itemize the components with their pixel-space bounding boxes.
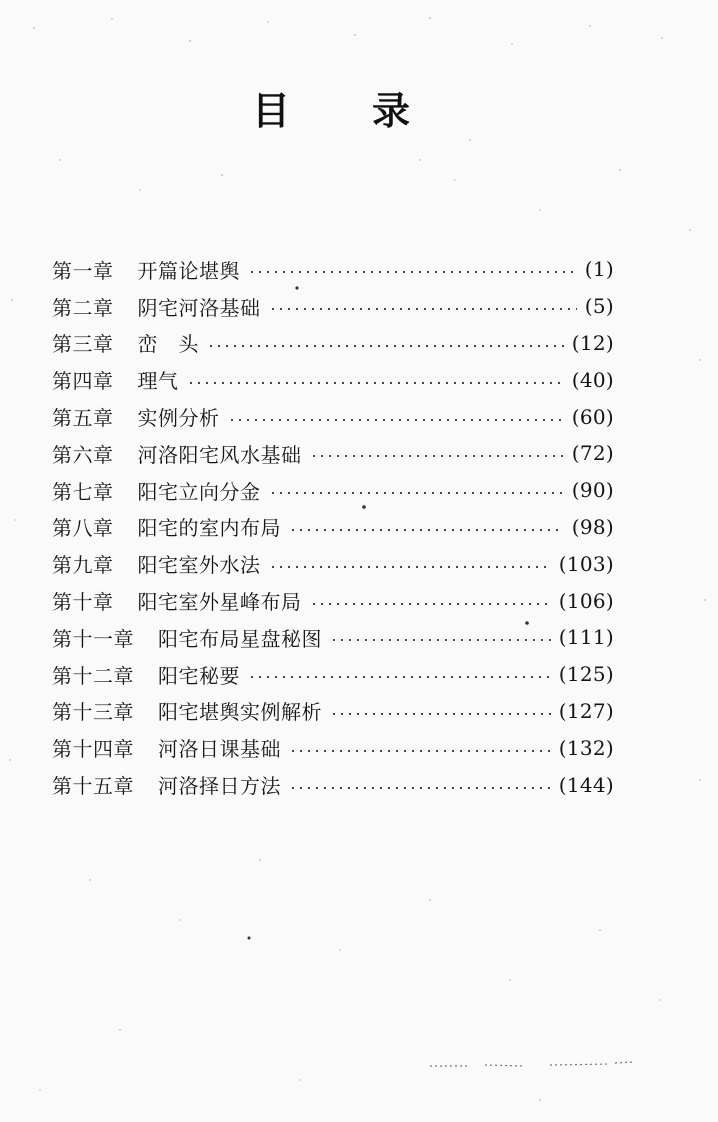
chapter-number: 第八章 — [52, 516, 114, 541]
chapter-number: 第九章 — [52, 553, 114, 578]
chapter-title: 理气 — [137, 369, 179, 394]
chapter-number: 第七章 — [52, 479, 114, 504]
toc-row — [52, 435, 614, 472]
chapter-number: 第十一章 — [52, 626, 134, 651]
chapter-title: 阴宅河洛基础 — [137, 295, 261, 320]
title-char-1: 目 — [252, 89, 291, 133]
page-number: (1) — [584, 257, 614, 282]
toc-row — [52, 619, 614, 656]
scan-smudge — [430, 1060, 640, 1070]
toc-row — [52, 766, 614, 803]
dot-leader — [269, 566, 551, 568]
chapter-number: 第三章 — [52, 332, 114, 357]
page-number: (132) — [558, 735, 614, 760]
toc-row — [52, 472, 614, 509]
chapter-title: 阳宅布局星盘秘图 — [158, 626, 322, 651]
chapter-number: 第十二章 — [52, 663, 134, 688]
table-of-contents — [52, 251, 614, 803]
toc-row — [52, 325, 614, 362]
dot-leader — [269, 492, 564, 494]
title-char-2: 录 — [372, 89, 411, 133]
toc-row — [52, 729, 614, 766]
dot-leader — [269, 308, 577, 310]
page-number: (60) — [571, 404, 614, 429]
page-number: (40) — [571, 367, 614, 392]
page-number: (103) — [558, 551, 614, 576]
chapter-number: 第十章 — [52, 590, 114, 615]
dot-leader — [330, 713, 551, 715]
dot-leader — [289, 750, 551, 752]
chapter-title: 阳宅立向分金 — [137, 479, 261, 504]
page-title — [0, 88, 718, 138]
dot-leader — [248, 271, 577, 273]
page-number: (127) — [558, 698, 614, 723]
chapter-title: 开篇论堪舆 — [137, 258, 240, 283]
chapter-number: 第一章 — [52, 258, 114, 283]
chapter-title: 阳宅的室内布局 — [137, 516, 281, 541]
chapter-number: 第十五章 — [52, 774, 134, 799]
chapter-number: 第十四章 — [52, 737, 134, 762]
chapter-title: 阳宅室外星峰布局 — [137, 590, 302, 615]
toc-row — [52, 582, 614, 619]
toc-row — [52, 251, 614, 288]
chapter-number: 第四章 — [52, 369, 114, 394]
chapter-number: 第五章 — [52, 406, 114, 431]
page-number: (111) — [558, 625, 614, 650]
toc-row — [52, 545, 614, 582]
toc-row — [52, 693, 614, 730]
dot-leader — [289, 529, 564, 531]
chapter-title: 阳宅秘要 — [158, 663, 240, 688]
toc-row — [52, 398, 614, 435]
page-number: (12) — [571, 330, 614, 355]
chapter-title: 河洛日课基础 — [158, 737, 281, 762]
page-number: (90) — [571, 478, 614, 503]
dot-leader — [228, 419, 564, 421]
dot-leader — [310, 603, 551, 605]
page-number: (72) — [571, 441, 614, 466]
chapter-number: 第二章 — [52, 295, 114, 320]
chapter-title: 峦 头 — [137, 332, 199, 357]
dot-leader — [248, 676, 551, 678]
chapter-title: 实例分析 — [137, 406, 220, 431]
chapter-number: 第六章 — [52, 442, 114, 467]
page-number: (98) — [571, 514, 614, 539]
page-number: (106) — [558, 588, 614, 613]
chapter-title: 河洛择日方法 — [158, 774, 281, 799]
page-number: (144) — [558, 772, 614, 797]
dot-leader — [289, 787, 551, 789]
toc-row — [52, 361, 614, 398]
chapter-title: 阳宅室外水法 — [137, 553, 261, 578]
page-number: (5) — [584, 294, 614, 319]
toc-row — [52, 509, 614, 546]
chapter-title: 河洛阳宅风水基础 — [137, 442, 302, 467]
dot-leader — [330, 639, 551, 641]
dot-leader — [187, 382, 564, 384]
dot-leader — [207, 345, 564, 347]
toc-row — [52, 288, 614, 325]
chapter-number: 第十三章 — [52, 700, 134, 725]
toc-row — [52, 656, 614, 693]
dot-leader — [310, 455, 564, 457]
chapter-title: 阳宅堪舆实例解析 — [158, 700, 322, 725]
page-number: (125) — [558, 662, 614, 687]
